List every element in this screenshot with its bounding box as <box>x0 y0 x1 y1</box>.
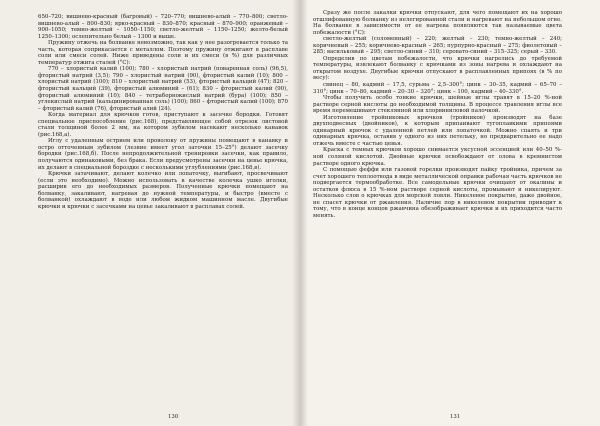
book-gutter <box>292 0 308 426</box>
left-paragraph-5: Иглу с удаленным острием или проволоку от пружины помещают в канавку и остро отточенным зубилом (лезвие имеет угол заточки 15–25°) делают засечку бородки (рис.168,б). После непродолжительной тренировки засечки, как правило, получаются одинаковыми, без брака. Если предусмотрены засечки на цевье крючка, их делают в специальной бороздке с несколькими углублениями (рис.168,в). <box>38 138 288 171</box>
left-paragraph-3: 770 – хлористый калий (100); 780 – хлористый натрий (поваренная соль) (96,5), фтористый натрий (3,5); 790 – хлористый натрий (90), фтористый калий (10); 800 – хлористый натрий (100); 810 – хлористый натрий (53), фтористый кальций (47); 820 – фтористый кальций (39), фтористый алюминий – (61); 830 – фтористый калий (90), фтористый алюминий (10); 840 – тетраборнокислый натрий (бура) (100); 850 – углекислый натрий (кальцинированная соль) (100); 860 – фтористый калий (100); 870 – фтористый калий (76), фтористый алий (24). <box>38 66 288 112</box>
right-paragraph-8: С помощью феффи или газовой горелки производят пайку тройника, причем за счет хорошего теплоотвода в виде металлической оправки рабочая часть крючков не подвергается термообработке. Все самодельные крючки очищают от окалины и остатков флюса в 15 %-ном растворе серной кислоты, промывают и никелируют. Несколько слов о крючках для морской ловли. Никелевое покрытие, даже двойное, не спасет крючки от ржавления. Наличие пор в никелевом покрытии приводит к тому, что в конце концов ржавчина обезображивает крючки и их приходится часто менять. <box>313 167 562 219</box>
right-paragraph-7: Краска с темных крючков хорошо снимается уксусной эссенцией или 40–50 %-ной соляной кислотой. Двойные крючки освобождают от олова в кремнистом растворе одного крючка. <box>313 147 562 167</box>
right-paragraph-1: Сразу же после закалки крючки отпускают, для чего помещают их на хорошо отшлифованную болванку из нелегированной стали и нагревают на небольшом огне. На болванке в зависимости от ее нагрева появляются так называемые цвета побежалости (°С): <box>313 10 562 36</box>
right-paragraph-4: свинец – 80, кадмий – 17,5, сурьма – 2,5–300°; цинк – 30–35, кадмий – 65–70 – 310°; цинк – 70–80, кадмий – 20–30 – 320°; цинк – 100, кадмий – 40–330°. <box>313 82 562 95</box>
right-paragraph-2: светло-желтый (соломенный) – 220; желтый – 230; темно-желтый – 240; коричневый – 255; коричнево-красный – 265; пурпурно-красный – 275; фиолетовый – 285; васильковый – 295; светло-синий – 310; серовато-синий – 315–325; серый – 330. <box>313 36 562 56</box>
right-page <box>300 0 600 426</box>
right-paragraph-3: Определив по цветам побежалости, что крючки нагрелись до требуемой температуры, извлекают болванку с крючками из зоны нагрева и охлаждают на открытом воздухе. Двугибые крючки отпускают в расплавленных припоях (в % по весу): <box>313 55 562 82</box>
left-page-number: 130 <box>168 414 179 420</box>
right-paragraph-5: Чтобы получить особо тонкие крючки, шейные иглы травят в 15–20 %-ной растворе серной кислоты до необходимой толщины. В процессе травления иглы все время перемешивают стеклянной или хлорвиниловой палочкой. <box>313 95 562 115</box>
left-paragraph-1: 650–720; вишнево-красный (багровый) – 720–770; вишнево-алый – 770–800; светло-вишнево-алый – 800–830; ярко-красный – 830–870; красный – 870–900; оранжевый – 900–1050; темно-желтый – 1050–1150; светло-желтый – 1150–1250; желто-белый 1250–1300; ослепительно белый – 1300 и выше. <box>38 14 288 40</box>
left-paragraph-2: Пружину отжечь на болванке невозможно, так как у нее разогревается только та часть, которая соприкасается с металлом. Поэтому пружину отжигают в расплаве соли или смеси солей. Ниже приведены соли и их смеси (в %) для различных температур отжига сталей (°С): <box>38 40 288 66</box>
left-paragraph-6: Крючки затачивают, делают колечко или лопаточку, выгибают, просвечивают (если это необходимо). Можно использовать в качестве колечка ушко иголки, расширив его до необходимых размеров. Полученные крючки помещают на болванку, закаливают, нагревая до нужной температуры, и быстро (вместе с болванкой) охлаждают в воде или любом жидком машинном масле. Двугибые крючки и крючки с засечками на цевье закаливают в расплавах солей. <box>38 171 288 210</box>
left-paragraph-4: Когда материал для крючков готов, приступают к засечке бородки. Готовят специальное приспособление (рис.168), представляющее собой отрезок листовой стали толщиной более 2 мм, на котором зубилом насекают несколько канавок (рис.168,а). <box>38 112 288 138</box>
right-paragraph-6: Изготовление тройниковых крючков (тройников) производят на базе двухподвесных (двойников), к которым припаивают тугоплавкими припоями одинарный крючок с удаленной петлей или лопаточкой. Можно спаять и три одинарных крючка, оставив у одного из них петельку, но предварительно ее надо отжечь вместе с частью цевья. <box>313 114 562 147</box>
right-page-number: 131 <box>450 414 461 420</box>
